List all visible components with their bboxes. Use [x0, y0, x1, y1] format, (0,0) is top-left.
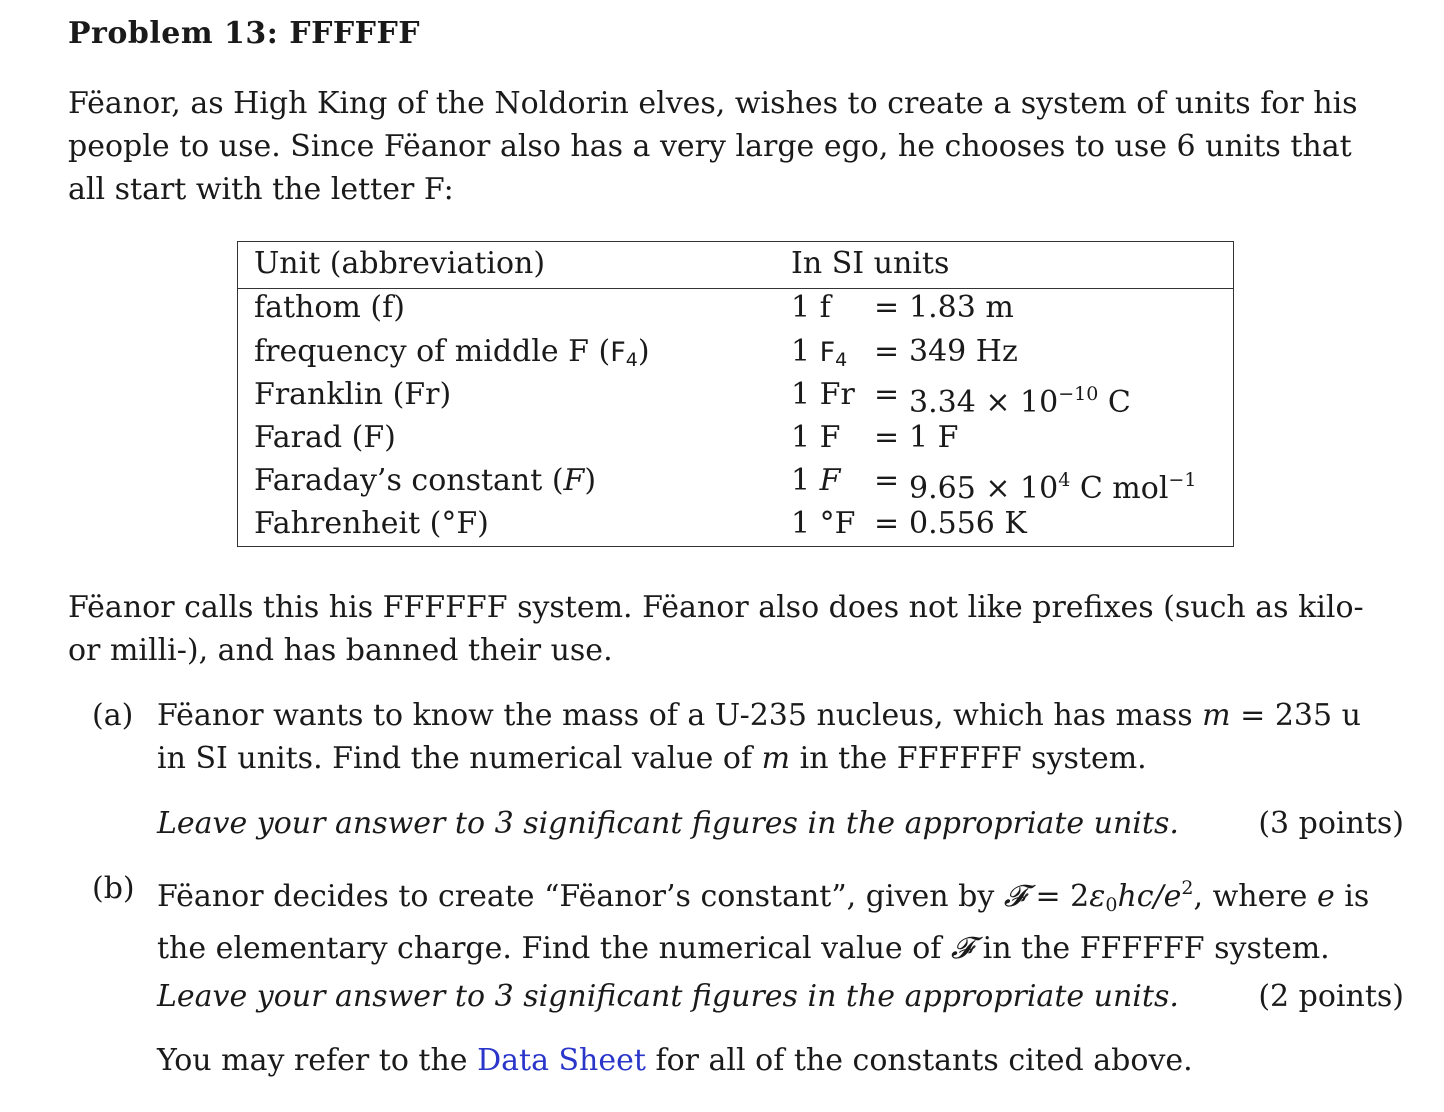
table-row-unit: Fahrenheit (°F): [254, 506, 489, 541]
table-row-value: 1.83 m: [909, 290, 1014, 325]
table-row-eq: =: [874, 334, 900, 369]
table-header: [238, 242, 1233, 289]
header-unit: Unit (abbreviation): [254, 246, 546, 281]
problem-title: Problem 13: FFFFFF: [68, 16, 421, 51]
table-row-value: 0.556 K: [909, 506, 1027, 541]
part-b-instruction: [157, 975, 1404, 1018]
after-table-paragraph: [68, 586, 1404, 672]
table-row-unit: Farad (F): [254, 420, 396, 455]
table-row-value: $9.65 \times 10^4$ C mol$^{-1}$: [909, 469, 1197, 506]
table-row-lhs: 1 °F: [791, 506, 856, 541]
table-row-unit: Faraday’s constant (F): [254, 463, 597, 498]
table-row-eq: =: [874, 420, 900, 455]
table-row-unit: Franklin (Fr): [254, 377, 452, 412]
data-sheet-link[interactable]: Data Sheet: [477, 1043, 646, 1078]
part-a-label: (a): [92, 698, 134, 733]
refer-text: for all of the constants cited above.: [645, 1043, 1193, 1078]
intro-paragraph: [68, 82, 1404, 211]
table-row-eq: =: [874, 290, 900, 325]
after-line: Fëanor calls this his FFFFFF system. Fëanor also does not like prefixes (such as kilo-: [68, 590, 1364, 625]
part-b-question: Fëanor decides to create “Fëanor’s constant”, given by 𝓕 = $2\varepsilon_0hc/e^2$, where e is the elementary charge. Find the numerical value of 𝓕 in the FFFFFF system.: [157, 877, 1370, 966]
table-row-lhs: 1 $F_4$: [791, 334, 848, 371]
points-label: (3 points): [1258, 806, 1404, 841]
table-row-lhs: 1 F: [791, 463, 841, 498]
points-label: (2 points): [1258, 979, 1404, 1014]
after-line: or milli-), and has banned their use.: [68, 633, 613, 668]
part-a-instruction: [157, 802, 1404, 845]
part-a-question: Fëanor wants to know the mass of a U-235 nucleus, which has mass m = 235 u in SI units. Find the numerical value of m in the FFFFFF system.: [157, 698, 1361, 776]
table-row-lhs: 1 F: [791, 420, 841, 455]
header-si: In SI units: [791, 246, 950, 281]
sig-fig-note: Leave your answer to 3 significant figures in the appropriate units.: [157, 806, 1179, 841]
table-row-eq: =: [874, 377, 900, 412]
intro-line: all start with the letter F:: [68, 172, 454, 207]
table-row-unit: fathom (f): [254, 290, 405, 325]
part-b-label: (b): [92, 871, 135, 906]
intro-line: people to use. Since Fëanor also has a very large ego, he chooses to use 6 units that: [68, 129, 1352, 164]
units-table: [237, 241, 1234, 547]
intro-line: Fëanor, as High King of the Noldorin elves, wishes to create a system of units for his: [68, 86, 1358, 121]
table-row-value: 1 F: [909, 420, 959, 455]
table-row-lhs: 1 Fr: [791, 377, 855, 412]
table-row-eq: =: [874, 506, 900, 541]
data-sheet-reference: [157, 1039, 1193, 1082]
table-row-unit: frequency of middle F $(F_4)$: [254, 334, 650, 371]
sig-fig-note: Leave your answer to 3 significant figures in the appropriate units.: [157, 979, 1179, 1014]
table-row-value: 349 Hz: [909, 334, 1018, 369]
table-row-eq: =: [874, 463, 900, 498]
table-row-lhs: 1 f: [791, 290, 831, 325]
refer-text: You may refer to the: [157, 1043, 478, 1078]
table-row-value: $3.34 \times 10^{-10}$ C: [909, 383, 1131, 420]
